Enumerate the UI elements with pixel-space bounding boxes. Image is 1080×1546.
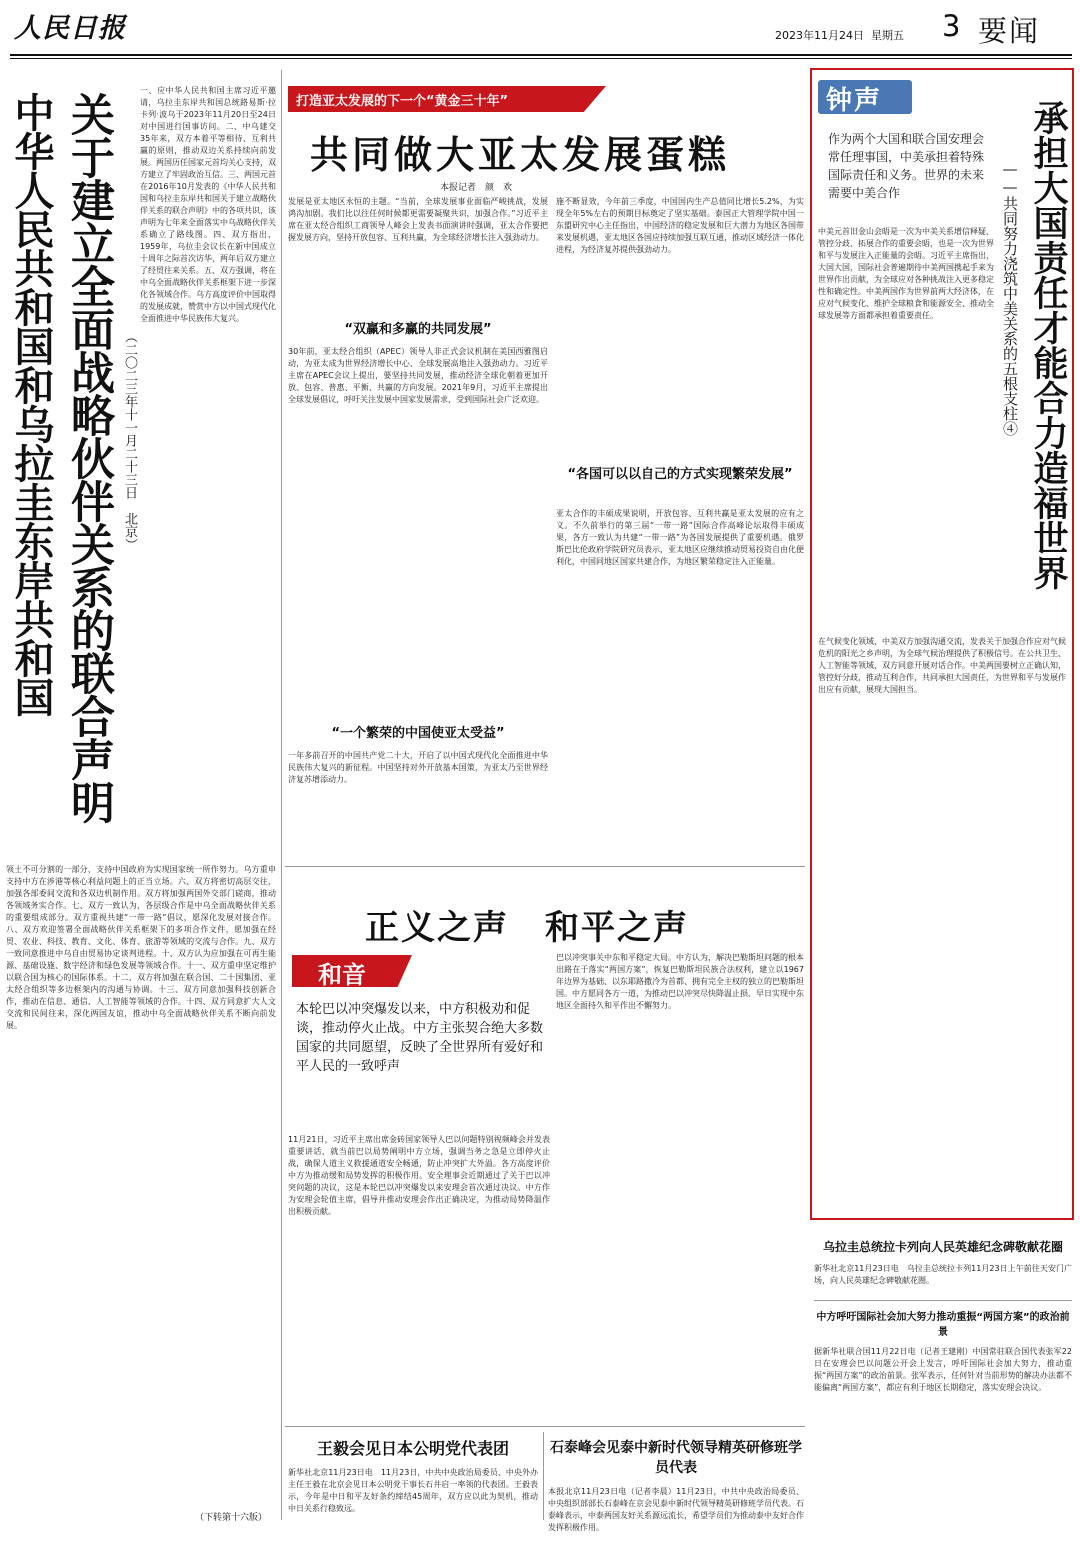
masthead: 人民日报 (14, 13, 126, 44)
commentary-lead: 本轮巴以冲突爆发以来，中方积极劝和促谈，推动停火止战。中方主张契合绝大多数国家的共同愿望，反映了全世界所有爱好和平人民的一致呼声 (296, 1002, 544, 1074)
statement-body-text: 领土不可分割的一部分，支持中国政府为实现国家统一所作努力。乌方重申支持中方在涉港等核心利益问题上的正当立场。六、双方将密切高层交往，加强各部委间交流和各双边机制作用。双方将加强两国外交部门磋商，推动各领域务实合作。七、双方一致认为，各层级合作是中乌全面战略伙伴关系的重要组成部分。双方重视共建“一带一路”倡议，愿深化发展对接合作。八、双方欢迎签署全面战略伙伴关系框架下的多项合作文件，愿加强在经贸、农业、科技、教育、文化、体育、旅游等领域的交流与合作。九、双方一致同意推进中乌自由贸易协定谈判进程。十、双方认为应加强在可再生能源、基础设施、数字经济和绿色发展等领域合作。十一、双方重申坚定维护以联合国为核心的国际体系。十二、双方将加强在联合国、二十国集团、亚太经合组织等多边框架内的沟通与协调。十三、双方同意加强科技创新合作，推动在信息、通信、人工智能等领域的合作。十四、双方同意扩大人文交流和民间往来，深化两国友谊，推动中乌全面战略伙伴关系不断向前发展。 (6, 865, 276, 1030)
news-divider (543, 1432, 544, 1520)
column-tag: 钟声 (826, 86, 883, 116)
news-text: 本报北京11月23日电（记者李晨）11月23日，中共中央政治局委员、中央组织部部长石泰峰在京会见泰中新时代领导精英研修班学员代表。石泰峰表示，中泰两国友好关系源远流长，希望学员们为推动泰中友好合作发挥积极作用。 (548, 1487, 804, 1532)
article-subhead-3: “各国可以以自己的方式实现繁荣发展” (567, 467, 793, 482)
page-number: 3 (942, 9, 961, 43)
statement-country: 中华人民共和国和乌拉圭东岸共和国 (8, 92, 55, 716)
right-news-divider (814, 1300, 1072, 1301)
article-text-col2a: 施不断显效，今年前三季度，中国国内生产总值同比增长5.2%，为实现全年5%左右的预期目标奠定了坚实基础。泰国正大管理学院中国一东盟研究中心主任指出，中国经济的稳定发展和巨大潜力为地区各国带来发展机遇，亚太地区各国应持续加强互联互通，推动区域经济一体化进程，为经济复苏提供强劲动力。 (556, 197, 804, 254)
article-text-col1a: 发展是亚太地区永恒的主题。“当前，全球发展事业面临严峻挑战，发展鸿沟加剧。我们比以往任何时候都更需要凝聚共识，加强合作。”习近平主席在亚太经合组织工商领导人峰会上发表书面演讲时强调，亚太合作要把握发展方向，坚持开放包容、互利共赢，为全球经济增长注入强劲动力。 (288, 197, 548, 242)
date-text: 2023年11月24日 (775, 29, 864, 42)
news-title: 乌拉圭总统拉卡列向人民英雄纪念碑敬献花圈 (822, 1240, 1063, 1254)
statement-column-text: 一、应中华人民共和国主席习近平邀请，乌拉圭东岸共和国总统路易斯·拉卡列·波乌于2023年11月20日至24日对中国进行国事访问。二、中乌建交35年来，双方本着平等相待、互利共赢的原则，推动双边关系持续向前发展。两国历任国家元首均关心支持，双方建立了牢固政治互信。三、两国元首在2016年10月发表的《中华人民共和国和乌拉圭东岸共和国关于建立战略伙伴关系的联合声明》中的各项共识，该声明为七年来全面落实中乌战略伙伴关系确立了路线图。四、双方指出，1959年，乌拉圭会议长在新中国成立十周年之际首次访华，两年后双方建立了经贸往来关系。五、双方强调，将在中乌全面战略伙伴关系框架下进一步深化各领域合作。乌方高度评价中国取得的发展成就，赞赏中方以中国式现代化全面推进中华民族伟大复兴。 (140, 86, 276, 323)
news-title: 王毅会见日本公明党代表团 (316, 1439, 509, 1458)
commentary-text-1: 11月21日，习近平主席出席金砖国家领导人巴以问题特别视频峰会并发表重要讲话，就当前巴以局势阐明中方立场，强调当务之急是立即停火止战，确保人道主义救援通道安全畅通，防止冲突扩大外溢。各方高度评价中方为推动缓和局势发挥的积极作用。安全理事会近期通过了关于巴以冲突问题的决议，这是本轮巴以冲突爆发以来安理会首次通过决议。中方作为安理会轮值主席，倡导并推动安理会作出正确决定，为推动局势降温作出积极贡献。 (288, 1135, 550, 1216)
center-divider (285, 866, 805, 867)
commentary-box-text-1: 中美元首旧金山会晤是一次为中美关系增信释疑、管控分歧、拓展合作的重要会晤，也是一次为世界和平与发展注入正能量的会晤。习近平主席指出，大国大国，国际社会普遍期待中美两国携起手来为世界作出贡献，为全球应对各种挑战注入更多稳定性和确定性。中美两国作为世界前两大经济体，在应对气候变化、维护全球粮食和能源安全、推动全球发展等方面都承担着重要责任。 (818, 227, 994, 320)
article-text-col2b: 亚太合作的丰硕成果说明，开放包容、互利共赢是亚太发展的应有之义。不久前举行的第三届“一带一路”国际合作高峰论坛取得丰硕成果，各方一致认为共建“一带一路”为各国发展提供了重要机遇。俄罗斯巴比伦政府学院研究员表示，亚太地区应继续推动贸易投资自由化便利化，中国同地区国家共建合作，为地区繁荣稳定注入正能量。 (556, 509, 804, 566)
statement-title: 关于建立全面战略伙伴关系的联合声明 (63, 92, 114, 823)
weekday-text: 星期五 (871, 29, 904, 42)
news-title: 石泰峰会见泰中新时代领导精英研修班学员代表 (550, 1440, 802, 1476)
commentary-subtitle: ——共同努力浇筑中美关系的五根支柱④ (1001, 160, 1019, 436)
header-rule (10, 54, 1072, 56)
commentary-box-text-2: 在气候变化领域，中美双方加强沟通交流，发表关于加强合作应对气候危机的阳光之乡声明，为全球气候治理提供了积极信号。在公共卫生、人工智能等领域，双方同意开展对话合作。中美两国要树立正确认知，管控好分歧，推动互利合作，共同承担大国责任，为世界和平与发展作出应有贡献，展现大国担当。 (818, 637, 1066, 694)
article-title: 共同做大亚太发展蛋糕 (310, 132, 731, 177)
header-rule-thin (10, 58, 1072, 59)
commentary-text-2: 巴以冲突事关中东和平稳定大局。中方认为，解决巴勒斯坦问题的根本出路在于落实“两国方案”，恢复巴勒斯坦民族合法权利，建立以1967年边界为基础、以东耶路撒冷为首都、拥有完全主权的独立的巴勒斯坦国。中方愿同各方一道，为推动巴以冲突尽快降温止损、早日实现中东地区全面持久和平作出不懈努力。 (556, 953, 804, 1010)
news-text: 新华社北京11月23日电 乌拉圭总统拉卡列11月23日上午前往天安门广场，向人民英雄纪念碑敬献花圈。 (814, 1264, 1072, 1285)
commentary-title: 正义之声 和平之声 (365, 908, 689, 948)
article-subhead-1: “双赢和多赢的共同发展” (344, 322, 492, 337)
news-text: 新华社北京11月23日电 11月23日，中共中央政治局委员、中央外办主任王毅在北京会见日本公明党干事长石井启一率领的代表团。王毅表示，今年是中日和平友好条约缔结45周年，双方应以此为契机，推动中日关系行稳致远。 (288, 1468, 538, 1513)
article-subhead-2: “一个繁荣的中国使亚太受益” (331, 726, 505, 741)
issue-date (775, 27, 904, 43)
news-text: 据新华社联合国11月22日电（记者王建刚）中国常驻联合国代表张军22日在安理会巴以问题公开会上发言，呼吁国际社会加大努力，推动重振“两国方案”的政治前景。张军表示，任何针对当前形势的解决办法都不能偏离“两国方案”，都应有利于地区长期稳定，落实安理会决议。 (814, 1347, 1072, 1392)
article-text-col1c: 一年多前召开的中国共产党二十大，开启了以中国式现代化全面推进中华民族伟大复兴的新征程。中国坚持对外开放基本国策，为亚太乃至世界经济复苏增添动力。 (288, 751, 548, 784)
news-item (814, 1230, 1072, 1311)
column-divider (281, 70, 282, 1520)
series-banner-text: 打造亚太发展的下一个“黄金三十年” (296, 94, 509, 109)
article-text-col1b: 30年前，亚太经合组织（APEC）领导人非正式会议机制在美国西雅图启动，为亚太成为世界经济增长中心、全球发展高地注入强劲动力。习近平主席在APEC会议上提出，要坚持共同发展，推动经济全球化朝着更加开放、包容、普惠、平衡、共赢的方向发展。2021年9月，习近平主席提出全球发展倡议，呼吁关注发展中国家发展需求，受到国际社会广泛欢迎。 (288, 347, 548, 404)
news-item (548, 1432, 804, 1546)
center-divider-2 (285, 1426, 805, 1427)
news-item (814, 1306, 1072, 1542)
article-byline: 本报记者 颜 欢 (440, 183, 513, 193)
commentary-box-lead: 作为两个大国和联合国安理会常任理事国，中美承担着特殊国际责任和义务。世界的未来需要中美合作 (828, 132, 985, 200)
statement-date: （二〇二三年十一月二十三日 北京） (122, 330, 137, 551)
continued-note: （下转第十六版） (195, 1513, 268, 1523)
news-item (288, 1432, 538, 1527)
commentary-tag: 和音 (318, 961, 366, 989)
commentary-main-title: 承担大国责任才能合力造福世界 (1028, 100, 1069, 590)
news-title: 中方呼吁国际社会加大努力推动重振“两国方案”的政治前景 (816, 1312, 1070, 1338)
section-name: 要闻 (978, 14, 1041, 48)
